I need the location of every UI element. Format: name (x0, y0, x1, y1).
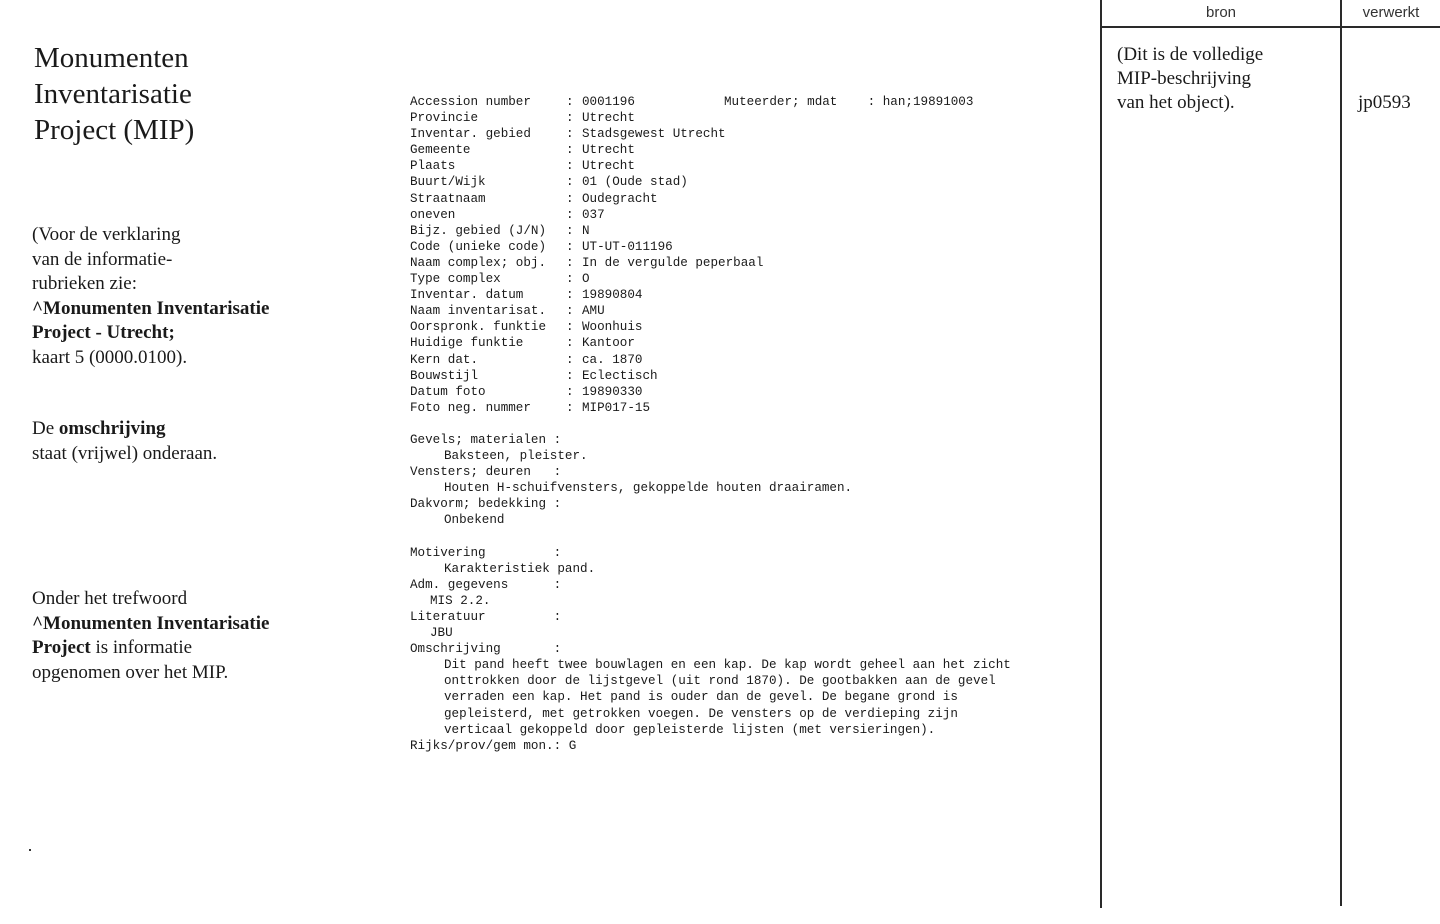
record-field-row (410, 368, 1090, 384)
record-field-value: Utrecht (582, 143, 635, 158)
record-field-label: Oorspronk. funktie (410, 320, 547, 335)
record-field-value: 19890330 (582, 384, 643, 399)
note2-line-2: staat (vrijwel) onderaan. (32, 442, 218, 464)
record-field-sep: : (566, 304, 574, 319)
record-field-label: Kern dat. (410, 352, 479, 367)
note2-bold: omschrijving (58, 418, 166, 439)
description-note (32, 417, 332, 466)
record-field-label: Type complex (410, 272, 501, 287)
record-field-label: Inventar. datum (410, 288, 524, 303)
record-field-value: 037 (582, 207, 605, 222)
record-field-row (410, 191, 1090, 207)
record-field-sep: : (566, 127, 574, 142)
record-field-sep: : (566, 320, 574, 335)
stray-dot (29, 849, 31, 851)
motivering-value: Karakteristiek pand. (444, 561, 596, 576)
omschrijving-label: Omschrijving : (410, 642, 562, 657)
record-field-label: oneven (410, 207, 456, 222)
record-field-row (410, 303, 1090, 319)
record-field-sep: : (566, 95, 574, 109)
table-divider-left (1100, 0, 1102, 908)
record-field-value: N (582, 223, 590, 238)
record-field-row (410, 110, 1090, 126)
record-field-label: Straatnaam (410, 191, 486, 206)
rijks-line: Rijks/prov/gem mon.: G (410, 738, 577, 753)
muteerder-value: han;19891003 (882, 95, 974, 109)
record-field-label: Inventar. gebied (410, 127, 531, 142)
table-header-rule (1102, 26, 1440, 28)
note1-line-4: ^Monumenten Inventarisatie (32, 297, 270, 319)
record-field-sep: : (566, 143, 574, 158)
record-field-label: Datum foto (410, 384, 486, 399)
record-field-sep: : (566, 400, 574, 415)
record-field-row (410, 384, 1090, 400)
mip-record (410, 94, 1090, 754)
record-field-label: Naam complex; obj. (410, 255, 547, 270)
record-field-row (410, 352, 1090, 368)
record-field-sep: : (566, 175, 574, 190)
note2-plain: De (32, 418, 59, 439)
record-field-value: 19890804 (582, 288, 643, 303)
record-field-value: Kantoor (582, 336, 635, 351)
record-field-sep: : (566, 368, 574, 383)
record-field-value: UT-UT-011196 (582, 239, 673, 254)
record-field-row (410, 255, 1090, 271)
record-field-sep: : (566, 207, 574, 222)
dakvorm-value: Onbekend (444, 513, 505, 528)
muteerder-sep: : (867, 95, 876, 109)
title-line-3: Project (MIP) (34, 114, 195, 146)
record-field-row (410, 223, 1090, 239)
record-field-label: Accession number (410, 95, 531, 109)
gevels-label: Gevels; materialen : (410, 432, 562, 447)
note3-line-4: opgenomen over het MIP. (32, 661, 229, 683)
omschrijving-line-5: verticaal gekoppeld door gepleisterde lijsten (met versieringen). (444, 722, 936, 737)
record-field-row (410, 239, 1090, 255)
record-field-row (410, 319, 1090, 335)
record-field-label: Huidige funktie (410, 336, 524, 351)
record-field-value: Woonhuis (582, 320, 643, 335)
bron-cell (1117, 43, 1263, 115)
record-field-sep: : (566, 223, 574, 238)
record-field-value: In de vergulde peperbaal (582, 255, 764, 270)
motivering-label: Motivering : (410, 545, 562, 560)
record-field-sep: : (566, 191, 574, 206)
record-field-label: Gemeente (410, 143, 471, 158)
record-field-label: Plaats (410, 159, 456, 174)
record-field-row (410, 335, 1090, 351)
record-field-value: 01 (Oude stad) (582, 175, 688, 190)
verwerkt-cell: jp0593 (1358, 92, 1411, 113)
header-bron: bron (1205, 4, 1237, 21)
adm-label: Adm. gegevens : (410, 577, 562, 592)
record-field-sep: : (566, 272, 574, 287)
record-field-sep: : (566, 288, 574, 303)
explanation-note (32, 223, 332, 370)
note1-line-5: Project - Utrecht; (32, 322, 175, 343)
record-field-value: MIP017-15 (582, 400, 651, 415)
record-field-label: Naam inventarisat. (410, 304, 547, 319)
record-field-value: Eclectisch (582, 368, 658, 383)
title-line-2: Inventarisatie (34, 78, 192, 110)
record-field-value: AMU (582, 304, 605, 319)
header-verwerkt: verwerkt (1362, 4, 1420, 21)
note3-line-2: ^Monumenten Inventarisatie (32, 612, 270, 634)
note1-line-1: (Voor de verklaring (32, 224, 181, 245)
record-field-label: Foto neg. nummer (410, 400, 531, 415)
record-field-row (410, 126, 1090, 142)
table-divider-middle (1340, 0, 1342, 906)
record-field-sep: : (566, 255, 574, 270)
record-field-label: Provincie (410, 111, 479, 126)
omschrijving-line-3: verraden een kap. Het pand is ouder dan de gevel. De begane grond is (444, 690, 958, 705)
note1-line-3: rubrieken zie: (32, 273, 137, 294)
record-field-row (410, 142, 1090, 158)
record-field-sep: : (566, 159, 574, 174)
record-field-label: Code (unieke code) (410, 239, 547, 254)
record-field-sep: : (566, 352, 574, 367)
record-field-value: Stadsgewest Utrecht (582, 127, 726, 142)
record-field-value: 0001196 (582, 95, 635, 109)
record-field-value: ca. 1870 (582, 352, 643, 367)
adm-value: MIS 2.2. (430, 593, 491, 608)
record-field-row (410, 271, 1090, 287)
keyword-note (32, 587, 332, 685)
record-field-value: Oudegracht (582, 191, 658, 206)
muteerder-label: Muteerder; mdat (724, 95, 838, 109)
record-field-label: Buurt/Wijk (410, 175, 486, 190)
omschrijving-line-4: gepleisterd, met getrokken voegen. De vensters op de verdieping zijn (444, 706, 958, 721)
note1-line-2: van de informatie- (32, 248, 173, 270)
note3-bold: Project (32, 637, 91, 658)
record-field-row (410, 207, 1090, 223)
record-field-value: Utrecht (582, 159, 635, 174)
record-field-row (410, 174, 1090, 190)
record-field-sep: : (566, 336, 574, 351)
record-field-label: Bijz. gebied (J/N) (410, 223, 547, 238)
omschrijving-line-1: Dit pand heeft twee bouwlagen en een kap. De kap wordt geheel aan het zicht (444, 658, 1011, 673)
dakvorm-label: Dakvorm; bedekking : (410, 497, 562, 512)
note3-plain: is informatie (90, 637, 193, 658)
title-line-1: Monumenten (34, 42, 189, 74)
record-field-sep: : (566, 111, 574, 126)
record-field-label: Bouwstijl (410, 368, 479, 383)
record-field-row (410, 158, 1090, 174)
record-field-sep: : (566, 384, 574, 399)
note1-line-6: kaart 5 (0000.0100). (32, 346, 188, 368)
muteerder-field (724, 94, 973, 110)
record-fields (410, 94, 1090, 416)
record-field-row (410, 400, 1090, 416)
record-field-sep: : (566, 239, 574, 254)
page-title (34, 40, 334, 148)
vensters-value: Houten H-schuifvensters, gekoppelde houten draairamen. (444, 481, 853, 496)
vensters-label: Vensters; deuren : (410, 465, 562, 480)
record-field-value: O (582, 272, 590, 287)
literatuur-value: JBU (430, 626, 453, 641)
literatuur-label: Literatuur : (410, 610, 562, 624)
bron-line-1: (Dit is de volledige (1117, 44, 1264, 65)
note3-line-1: Onder het trefwoord (32, 588, 188, 609)
bron-line-3: van het object). (1117, 92, 1235, 113)
record-field-row (410, 287, 1090, 303)
record-field-value: Utrecht (582, 111, 635, 126)
omschrijving-line-2: onttrokken door de lijstgevel (uit rond 1870). De gootbakken aan de gevel (444, 674, 996, 689)
gevels-value: Baksteen, pleister. (444, 449, 588, 464)
bron-line-2: MIP-beschrijving (1117, 68, 1252, 89)
